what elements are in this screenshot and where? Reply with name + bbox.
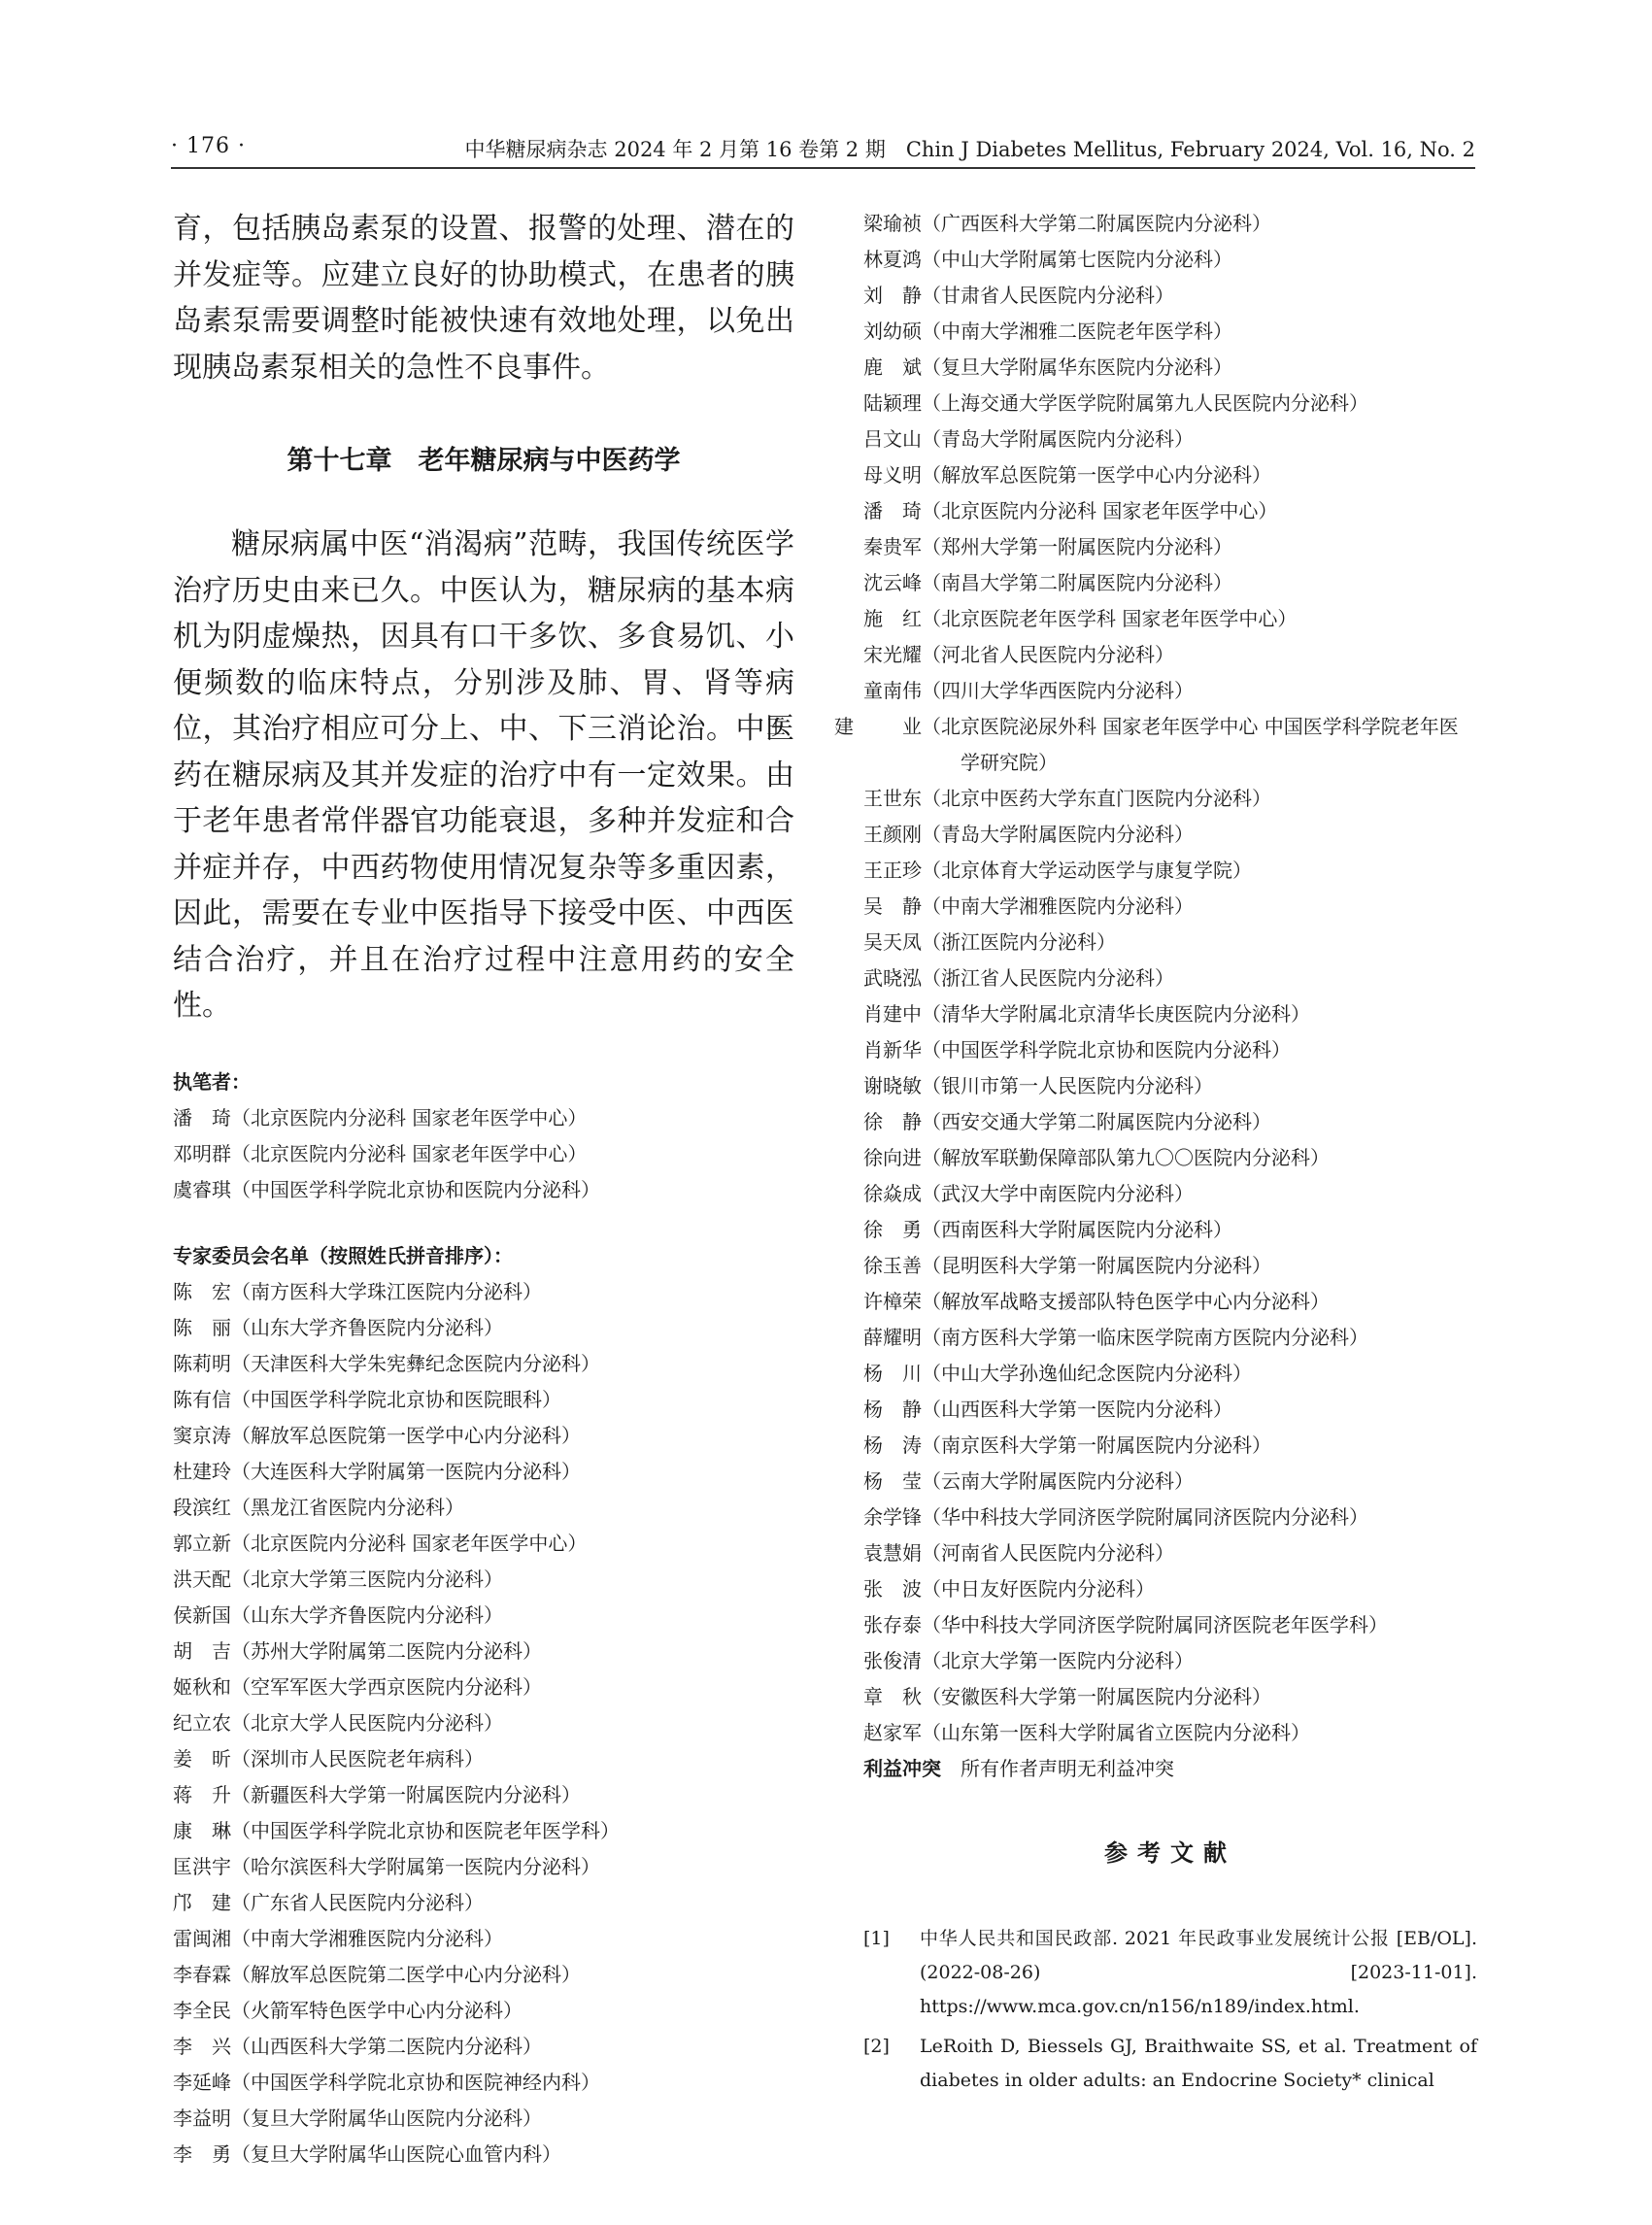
member-affiliation: （北京大学人民医院内分泌科） [231, 1710, 503, 1735]
member-name: 潘琦 [173, 1105, 231, 1129]
member-name: 武晓泓 [863, 966, 922, 990]
member-affiliation: （新疆医科大学第一附属医院内分泌科） [231, 1782, 581, 1806]
member-name: 杨涛 [863, 1433, 922, 1457]
member-affiliation: （中国医学科学院北京协和医院神经内科） [231, 2070, 600, 2094]
member-affiliation: （上海交通大学医学院附属第九人民医院内分泌科） [922, 391, 1368, 415]
member-name: 匡洪宇 [173, 1854, 231, 1878]
member-affiliation: （银川市第一人民医院内分泌科） [922, 1074, 1213, 1097]
member-name: 杨川 [863, 1362, 922, 1385]
member-entry [863, 996, 1477, 1032]
member-affiliation: （北京医院内分泌科 国家老年医学中心） [231, 1105, 588, 1129]
member-affiliation: （中国医学科学院北京协和医院内分泌科） [922, 1038, 1291, 1062]
member-affiliation: （河南省人民医院内分泌科） [922, 1541, 1174, 1565]
member-entry [863, 421, 1477, 457]
member-entry [173, 1310, 794, 1346]
member-entry [173, 1526, 794, 1562]
member-name: 徐焱成 [863, 1182, 922, 1205]
member-affiliation: （北京中医药大学东直门医院内分泌科） [922, 787, 1271, 810]
member-name: 徐玉善 [863, 1254, 922, 1277]
member-entry [173, 1669, 794, 1705]
member-name: 邓明群 [173, 1141, 231, 1165]
member-name: 袁慧娟 [863, 1541, 922, 1565]
member-affiliation: （云南大学附属医院内分泌科） [922, 1469, 1194, 1493]
member-entry [173, 1562, 794, 1598]
member-name: 康琳 [173, 1818, 231, 1842]
member-entry [173, 1993, 794, 2029]
member-name: 张波 [863, 1577, 922, 1601]
committee-label: 专家委员会名单（按照姓氏拼音排序）： [173, 1243, 513, 1267]
member-affiliation: （南方医科大学第一临床医学院南方医院内分泌科） [922, 1326, 1368, 1349]
reference-number: [2] [863, 2036, 890, 2057]
member-name: 侯新国 [173, 1602, 231, 1627]
member-entry [863, 386, 1477, 421]
member-entry [173, 2029, 794, 2065]
member-name: 薛耀明 [863, 1326, 922, 1349]
member-affiliation: （南京医科大学第一附属医院内分泌科） [922, 1433, 1271, 1457]
member-name: 刘幼硕 [863, 320, 922, 343]
member-entry [173, 1813, 794, 1849]
member-entry [863, 278, 1477, 314]
member-affiliation: （北京医院内分泌科 国家老年医学中心） [922, 499, 1278, 523]
member-name: 徐勇 [863, 1218, 922, 1241]
member-name: 纪立农 [173, 1710, 231, 1735]
chapter-paragraph: 糖尿病属中医“消渴病”范畴，我国传统医学治疗历史由来已久。中医认为，糖尿病的基本病机为阴虚燥热，因具有口干多饮、多食易饥、小便频数的临床特点，分别涉及肺、胃、肾等病位，其治疗相应可分上、中、下三消论治。中医药在糖尿病及其并发症的治疗中有一定效果。由于老年患者常伴器官功能衰退，多种并发症和合并症并存，中西药物使用情况复杂等多重因素，因此，需要在专业中医指导下接受中医、中西医结合治疗，并且在治疗过程中注意用药的安全性。 [173, 527, 794, 1023]
member-entry [173, 1885, 794, 1921]
references-list [863, 1922, 1477, 2098]
member-name: 鹿斌 [863, 355, 922, 379]
member-affiliation: （中山大学附属第七医院内分泌科） [922, 248, 1232, 271]
member-affiliation: （解放军总医院第二医学中心内分泌科） [231, 1962, 581, 1986]
member-name: 陆颖理 [863, 391, 922, 415]
member-affiliation: （华中科技大学同济医学院附属同济医院老年医学科） [922, 1613, 1388, 1636]
conflict-label: 利益冲突 [863, 1757, 941, 1780]
member-entry [863, 1607, 1477, 1643]
running-header [171, 134, 1475, 169]
member-name: 王正珍 [863, 859, 922, 882]
member-name: 杨莹 [863, 1469, 922, 1493]
member-affiliation: （中国医学科学院北京协和医院老年医学科） [231, 1818, 620, 1842]
member-affiliation: （山东大学齐鲁医院内分泌科） [231, 1315, 503, 1339]
member-affiliation: （四川大学华西医院内分泌科） [922, 679, 1194, 702]
member-name: 余学锋 [863, 1505, 922, 1529]
member-entry [173, 1849, 794, 1885]
member-affiliation: （解放军联勤保障部队第九〇〇医院内分泌科） [922, 1146, 1330, 1169]
member-entry [863, 1392, 1477, 1428]
member-entry [863, 1104, 1477, 1140]
member-name: 童南伟 [863, 679, 922, 702]
member-name: 雷闽湘 [173, 1926, 231, 1950]
member-entry [863, 529, 1477, 565]
member-affiliation: （北京医院老年医学科 国家老年医学中心） [922, 607, 1298, 630]
member-name: 杨静 [863, 1398, 922, 1421]
member-entry [173, 1921, 794, 1957]
member-affiliation: （北京医院泌尿外科 国家老年医学中心 中国医学科学院老年医学研究院） [922, 715, 1459, 774]
member-affiliation: （黑龙江省医院内分泌科） [231, 1495, 464, 1519]
member-affiliation: （山东第一医科大学附属省立医院内分泌科） [922, 1721, 1310, 1744]
member-affiliation: （北京大学第三医院内分泌科） [231, 1567, 503, 1591]
member-name: 王世东 [863, 787, 922, 810]
member-affiliation: （青岛大学附属医院内分泌科） [922, 427, 1194, 451]
member-name: 张存泰 [863, 1613, 922, 1636]
member-name: 李全民 [173, 1998, 231, 2022]
reference-item [863, 1922, 1477, 2024]
member-entry [863, 1176, 1477, 1212]
member-name: 沈云峰 [863, 571, 922, 594]
member-affiliation: （甘肃省人民医院内分泌科） [922, 284, 1174, 307]
member-entry [173, 1274, 794, 1310]
member-name: 赵家军 [863, 1721, 922, 1744]
member-affiliation: （武汉大学中南医院内分泌科） [922, 1182, 1194, 1205]
member-entry [173, 2065, 794, 2101]
member-entry [863, 1643, 1477, 1679]
member-name: 虞睿琪 [173, 1177, 231, 1201]
member-entry [863, 1212, 1477, 1248]
member-name: 潘琦 [863, 499, 922, 523]
member-affiliation: （西南医科大学附属医院内分泌科） [922, 1218, 1232, 1241]
member-name: 王颜刚 [863, 823, 922, 846]
member-name: 吴天凤 [863, 930, 922, 954]
member-affiliation: （南昌大学第二附属医院内分泌科） [922, 571, 1232, 594]
member-name: 吴静 [863, 894, 922, 918]
member-affiliation: （中南大学湘雅二医院老年医学科） [922, 320, 1232, 343]
member-entry [863, 1320, 1477, 1356]
member-affiliation: （河北省人民医院内分泌科） [922, 643, 1174, 666]
member-entry [863, 1428, 1477, 1464]
member-entry [863, 637, 1477, 673]
member-name: 肖新华 [863, 1038, 922, 1062]
authors-list [173, 1100, 794, 1208]
member-entry [173, 1418, 794, 1454]
committee-list-left [173, 1274, 794, 2173]
member-name: 李勇 [173, 2141, 231, 2166]
member-entry [766, 709, 1477, 781]
member-name: 胡吉 [173, 1638, 231, 1663]
member-entry [863, 817, 1477, 853]
member-affiliation: （空军军医大学西京医院内分泌科） [231, 1674, 542, 1699]
member-entry [863, 601, 1477, 637]
member-affiliation: （山东大学齐鲁医院内分泌科） [231, 1602, 503, 1627]
member-entry [173, 1100, 794, 1136]
member-name: 姬秋和 [173, 1674, 231, 1699]
member-affiliation: （山西医科大学第二医院内分泌科） [231, 2034, 542, 2058]
member-name: 李春霖 [173, 1962, 231, 1986]
reference-item [863, 2030, 1477, 2098]
member-entry [863, 1500, 1477, 1535]
member-entry [863, 1140, 1477, 1176]
member-entry [863, 1464, 1477, 1500]
member-entry [863, 1284, 1477, 1320]
committee-list-right [766, 206, 1477, 1751]
member-affiliation: （浙江医院内分泌科） [922, 930, 1116, 954]
member-affiliation: （苏州大学附属第二医院内分泌科） [231, 1638, 542, 1663]
member-affiliation: （中南大学湘雅医院内分泌科） [231, 1926, 503, 1950]
member-entry [863, 1032, 1477, 1068]
member-affiliation: （青岛大学附属医院内分泌科） [922, 823, 1194, 846]
reference-number: [1] [863, 1928, 890, 1949]
member-affiliation: （广西医科大学第二附属医院内分泌科） [922, 212, 1271, 235]
member-entry [863, 493, 1477, 529]
member-entry [863, 457, 1477, 493]
member-affiliation: （北京体育大学运动医学与康复学院） [922, 859, 1252, 882]
member-name: 姜昕 [173, 1746, 231, 1770]
conflict-of-interest [863, 1751, 1477, 1787]
member-name: 段滨红 [173, 1495, 231, 1519]
member-entry [863, 314, 1477, 350]
member-name: 陈有信 [173, 1387, 231, 1411]
member-name: 李兴 [173, 2034, 231, 2058]
reference-text: 中华人民共和国民政部. 2021 年民政事业发展统计公报 [EB/OL]. (2022-08-26) [2023-11-01]. https://www.mca.gov.cn/n156/n189/index.html. [920, 1928, 1477, 2017]
member-entry [173, 1741, 794, 1777]
member-entry [863, 206, 1477, 242]
member-affiliation: （解放军总医院第一医学中心内分泌科） [922, 463, 1271, 487]
member-entry [863, 853, 1477, 889]
member-entry [173, 1382, 794, 1418]
member-entry [863, 1068, 1477, 1104]
member-entry [863, 781, 1477, 817]
member-name: 刘静 [863, 284, 922, 307]
member-entry [173, 1454, 794, 1490]
member-name: 陈丽 [173, 1315, 231, 1339]
member-affiliation: （中山大学孙逸仙纪念医院内分泌科） [922, 1362, 1252, 1385]
member-name: 林夏鸿 [863, 248, 922, 271]
journal-citation: 中华糖尿病杂志 2024 年 2 月第 16 卷第 2 期 Chin J Diabetes Mellitus, February 2024, Vol. 16, No. 2 [464, 138, 1475, 161]
member-entry [173, 2137, 794, 2173]
member-affiliation: （清华大学附属北京清华长庚医院内分泌科） [922, 1002, 1310, 1026]
member-name: 肖建中 [863, 1002, 922, 1026]
member-entry [863, 925, 1477, 961]
member-name: 李益明 [173, 2106, 231, 2130]
member-name: 陈莉明 [173, 1351, 231, 1375]
member-affiliation: （复旦大学附属华东医院内分泌科） [922, 355, 1232, 379]
member-entry [863, 1715, 1477, 1751]
conflict-text: 所有作者声明无利益冲突 [961, 1757, 1174, 1780]
member-entry [863, 673, 1477, 709]
member-entry [863, 1571, 1477, 1607]
member-name: 杜建玲 [173, 1459, 231, 1483]
member-affiliation: （华中科技大学同济医学院附属同济医院内分泌科） [922, 1505, 1368, 1529]
member-name: 李延峰 [173, 2070, 231, 2094]
member-affiliation: （北京大学第一医院内分泌科） [922, 1649, 1194, 1672]
member-name: 王建业 [766, 715, 922, 738]
member-entry [173, 1957, 794, 1993]
member-affiliation: （浙江省人民医院内分泌科） [922, 966, 1174, 990]
member-entry [863, 565, 1477, 601]
member-affiliation: （中国医学科学院北京协和医院眼科） [231, 1387, 561, 1411]
member-entry [173, 1172, 794, 1208]
member-entry [863, 242, 1477, 278]
member-affiliation: （火箭军特色医学中心内分泌科） [231, 1998, 523, 2022]
member-affiliation: （北京医院内分泌科 国家老年医学中心） [231, 1141, 588, 1165]
member-name: 邝建 [173, 1890, 231, 1914]
member-name: 梁瑜祯 [863, 212, 922, 235]
member-affiliation: （郑州大学第一附属医院内分泌科） [922, 535, 1232, 558]
right-column [766, 206, 1477, 2104]
member-entry [863, 350, 1477, 386]
member-entry [173, 2101, 794, 2137]
member-name: 谢晓敏 [863, 1074, 922, 1097]
member-name: 窦京涛 [173, 1423, 231, 1447]
member-entry [173, 1136, 794, 1172]
member-name: 洪天配 [173, 1567, 231, 1591]
reference-text: LeRoith D, Biessels GJ, Braithwaite SS, et al. Treatment of diabetes in older adults: an Endocrine Society* clinical [920, 2036, 1477, 2091]
member-entry [863, 1356, 1477, 1392]
member-affiliation: （山西医科大学第一医院内分泌科） [922, 1398, 1232, 1421]
member-entry [863, 961, 1477, 996]
member-affiliation: （安徽医科大学第一附属医院内分泌科） [922, 1685, 1271, 1708]
page-number: · 176 · [171, 134, 246, 158]
member-name: 施红 [863, 607, 922, 630]
member-entry [173, 1346, 794, 1382]
member-affiliation: （中南大学湘雅医院内分泌科） [922, 894, 1194, 918]
member-name: 吕文山 [863, 427, 922, 451]
member-entry [173, 1705, 794, 1741]
member-name: 徐静 [863, 1110, 922, 1133]
member-affiliation: （深圳市人民医院老年病科） [231, 1746, 484, 1770]
member-affiliation: （西安交通大学第二附属医院内分泌科） [922, 1110, 1271, 1133]
authors-label: 执笔者： [173, 1069, 251, 1094]
member-affiliation: （解放军战略支援部队特色医学中心内分泌科） [922, 1290, 1330, 1313]
member-affiliation: （哈尔滨医科大学附属第一医院内分泌科） [231, 1854, 600, 1878]
member-affiliation: （复旦大学附属华山医院内分泌科） [231, 2106, 542, 2130]
member-entry [173, 1634, 794, 1669]
member-affiliation: （大连医科大学附属第一医院内分泌科） [231, 1459, 581, 1483]
member-entry [863, 889, 1477, 925]
member-affiliation: （北京医院内分泌科 国家老年医学中心） [231, 1531, 588, 1555]
chapter-title: 第十七章 老年糖尿病与中医药学 [287, 446, 681, 476]
member-entry [863, 1535, 1477, 1571]
member-affiliation: （解放军总医院第一医学中心内分泌科） [231, 1423, 581, 1447]
member-name: 徐向进 [863, 1146, 922, 1169]
member-name: 许樟荣 [863, 1290, 922, 1313]
member-affiliation: （昆明医科大学第一附属医院内分泌科） [922, 1254, 1271, 1277]
member-entry [863, 1248, 1477, 1284]
member-entry [173, 1598, 794, 1634]
member-affiliation: （天津医科大学朱宪彝纪念医院内分泌科） [231, 1351, 600, 1375]
references-title: 参考文献 [1104, 1839, 1236, 1867]
member-name: 宋光耀 [863, 643, 922, 666]
left-column [173, 206, 794, 2173]
member-name: 蒋升 [173, 1782, 231, 1806]
member-name: 陈宏 [173, 1279, 231, 1303]
member-entry [173, 1490, 794, 1526]
member-name: 母义明 [863, 463, 922, 487]
member-affiliation: （复旦大学附属华山医院心血管内科） [231, 2141, 561, 2166]
intro-paragraph: 育，包括胰岛素泵的设置、报警的处理、潜在的并发症等。应建立良好的协助模式，在患者的胰岛素泵需要调整时能被快速有效地处理，以免出现胰岛素泵相关的急性不良事件。 [173, 212, 794, 385]
member-name: 章秋 [863, 1685, 922, 1708]
member-affiliation: （广东省人民医院内分泌科） [231, 1890, 484, 1914]
member-affiliation: （中日友好医院内分泌科） [922, 1577, 1155, 1601]
member-entry [173, 1777, 794, 1813]
member-name: 张俊清 [863, 1649, 922, 1672]
member-name: 秦贵军 [863, 535, 922, 558]
member-name: 郭立新 [173, 1531, 231, 1555]
member-affiliation: （南方医科大学珠江医院内分泌科） [231, 1279, 542, 1303]
member-entry [863, 1679, 1477, 1715]
member-affiliation: （中国医学科学院北京协和医院内分泌科） [231, 1177, 600, 1201]
